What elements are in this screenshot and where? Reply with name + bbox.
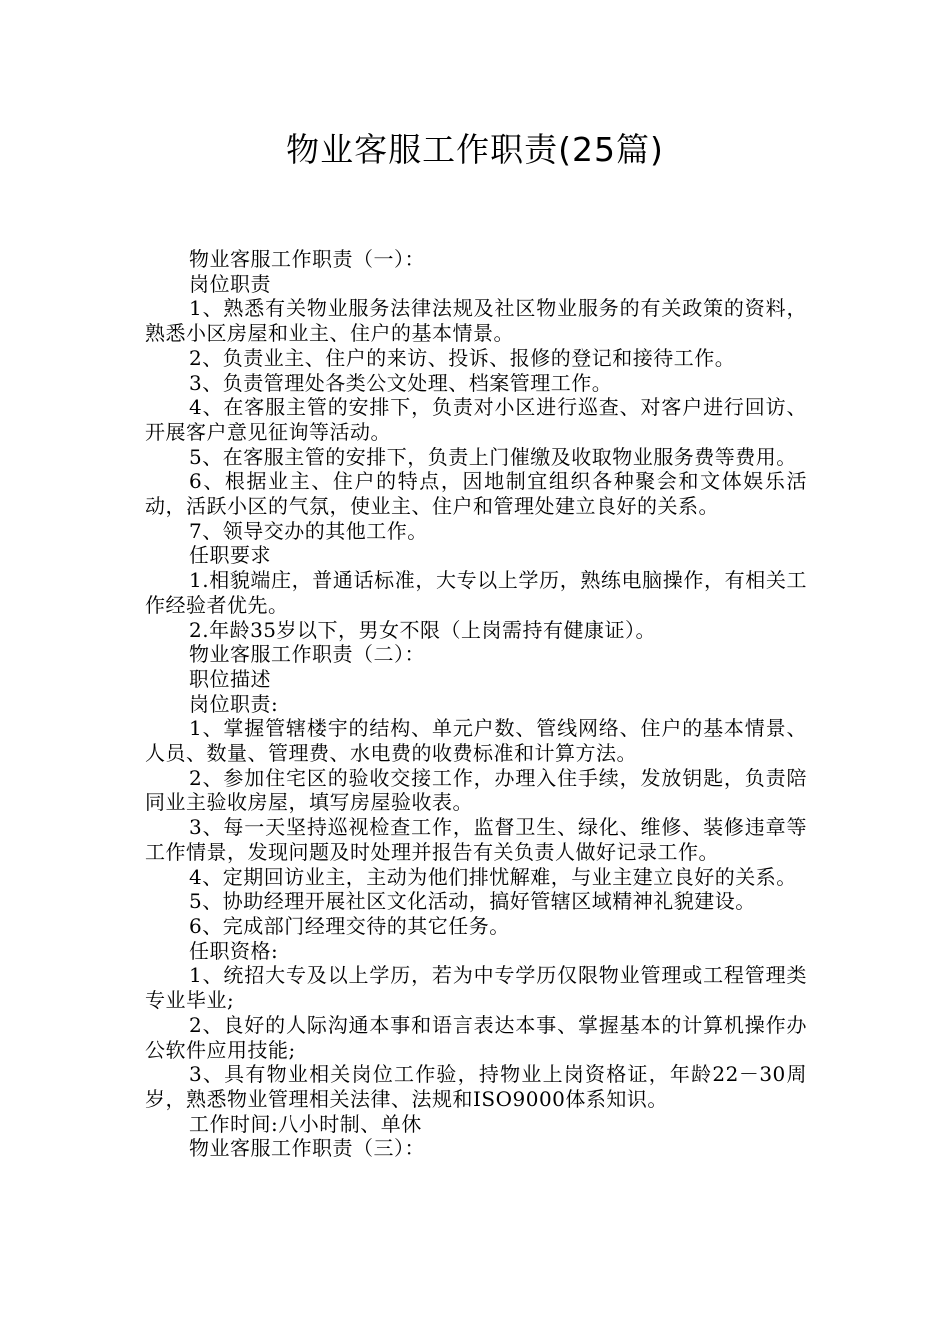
paragraph: 任职要求 xyxy=(189,543,271,568)
paragraph: 4、定期回访业主，主动为他们排忧解难，与业主建立良好的关系。 xyxy=(189,864,797,889)
paragraph: 岗位职责: xyxy=(189,691,279,716)
paragraph: 物业客服工作职责（一）： xyxy=(189,247,425,271)
paragraph: 1.相貌端庄，普通话标准，大专以上学历，熟练电脑操作，有相关工作经验者优先。 xyxy=(145,568,807,617)
paragraph: 职位描述 xyxy=(189,666,271,691)
paragraph: 任职资格: xyxy=(189,938,279,963)
paragraph: 7、领导交办的其他工作。 xyxy=(189,518,428,543)
paragraph: 1、熟悉有关物业服务法律法规及社区物业服务的有关政策的资料，熟悉小区房屋和业主、住户的基本情景。 xyxy=(145,296,807,346)
paragraph: 岗位职责 xyxy=(189,271,271,296)
paragraph: 3、每一天坚持巡视检查工作，监督卫生、绿化、维修、装修违章等工作情景，发现问题及时处理并报告有关负责人做好记录工作。 xyxy=(145,815,807,864)
paragraph: 2、良好的人际沟通本事和语言表达本事、掌握基本的计算机操作办公软件应用技能; xyxy=(145,1012,807,1062)
paragraph: 物业客服工作职责（三）： xyxy=(189,1136,425,1161)
paragraph: 1、掌握管辖楼宇的结构、单元户数、管线网络、住户的基本情景、人员、数量、管理费、水电费的收费标准和计算方法。 xyxy=(145,716,807,766)
paragraph: 物业客服工作职责（二）： xyxy=(189,642,425,667)
paragraph: 2、参加住宅区的验收交接工作，办理入住手续，发放钥匙，负责陪同业主验收房屋，填写房屋验收表。 xyxy=(145,765,807,815)
paragraph: 4、在客服主管的安排下，负责对小区进行巡查、对客户进行回访、开展客户意见征询等活动。 xyxy=(145,395,807,444)
paragraph: 5、在客服主管的安排下，负责上门催缴及收取物业服务费等费用。 xyxy=(189,444,797,469)
paragraph: 2、负责业主、住户的来访、投诉、报修的登记和接待工作。 xyxy=(189,345,736,370)
paragraph: 2.年龄35岁以下，男女不限（上岗需持有健康证）。 xyxy=(189,617,657,642)
paragraph: 3、负责管理处各类公文处理、档案管理工作。 xyxy=(189,370,613,395)
paragraph: 3、具有物业相关岗位工作验，持物业上岗资格证，年龄22－30周岁，熟悉物业管理相关法律、法规和ISO9000体系知识。 xyxy=(145,1062,807,1111)
paragraph: 6、根据业主、住户的特点，因地制宜组织各种聚会和文体娱乐活动，活跃小区的气氛，使业主、住户和管理处建立良好的关系。 xyxy=(145,469,807,519)
paragraph: 6、完成部门经理交待的其它任务。 xyxy=(189,913,510,938)
paragraph: 工作时间:八小时制、单休 xyxy=(189,1111,422,1136)
document-title: 物业客服工作职责(25篇) xyxy=(286,130,664,169)
paragraph: 5、协助经理开展社区文化活动，搞好管辖区域精神礼貌建设。 xyxy=(189,889,756,914)
paragraph: 1、统招大专及以上学历，若为中专学历仅限物业管理或工程管理类专业毕业; xyxy=(145,963,807,1013)
document-body xyxy=(145,247,807,1161)
